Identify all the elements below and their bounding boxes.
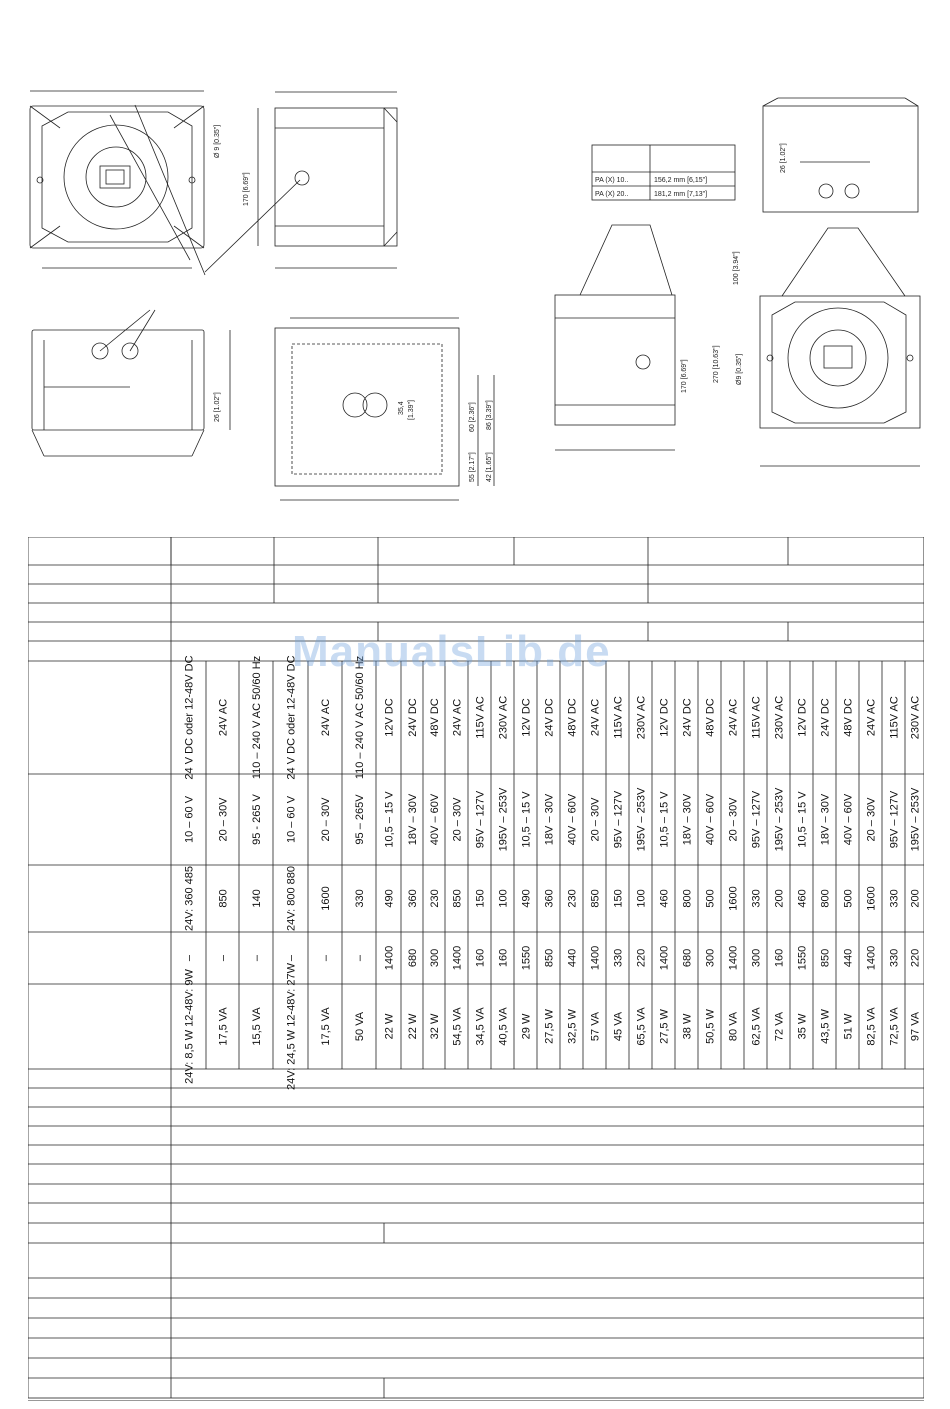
- table-cell: 24V DC: [681, 698, 694, 737]
- dim-26-top-right: 26 [1.02"]: [780, 143, 787, 173]
- table-cell: 24V: 8,5 W 12-48V: 9W: [183, 969, 196, 1084]
- table-cell: 680: [406, 948, 419, 968]
- table-cell: 160: [773, 948, 786, 968]
- table-cell: 195V – 253V: [635, 787, 648, 852]
- table-cell: 100: [497, 889, 510, 908]
- table-cell: 18V – 30V: [681, 793, 694, 846]
- table-cell: 50 VA: [353, 1011, 366, 1042]
- table-cell: 220: [909, 948, 922, 968]
- table-cell: 330: [888, 948, 901, 968]
- table-cell: 195V – 253V: [909, 787, 922, 852]
- front-view-drawing: [30, 91, 205, 275]
- table-cell: 140: [250, 889, 263, 908]
- table-cell: 20 – 30V: [217, 797, 230, 842]
- table-cell: 95 - 265 V: [250, 794, 263, 845]
- table-cell: 460: [658, 889, 671, 908]
- table-cell: 150: [612, 889, 625, 908]
- table-cell: 50,5 W: [704, 1009, 717, 1044]
- table-cell: 1400: [451, 945, 464, 971]
- horn-front-view-drawing: [760, 228, 920, 466]
- table-cell: 330: [888, 889, 901, 908]
- table-cell: 24V AC: [319, 698, 332, 737]
- bottom-rule: [28, 1400, 924, 1401]
- table-cell: 24V DC: [543, 698, 556, 737]
- table-cell: 440: [566, 948, 579, 968]
- table-cell: 80 VA: [727, 1011, 740, 1042]
- table-cell: 48V DC: [704, 698, 717, 737]
- table-cell: 850: [589, 889, 602, 908]
- back-view-drawing: [275, 318, 494, 500]
- table-cell: 500: [704, 889, 717, 908]
- table-cell: 10,5 – 15 V: [383, 791, 396, 848]
- table-cell: 230V AC: [773, 695, 786, 740]
- table-cell: 20 – 30V: [451, 797, 464, 842]
- variant-value-2: 181,2 mm [7,13"]: [654, 191, 708, 198]
- table-cell: 330: [612, 948, 625, 968]
- table-cell: 45 VA: [612, 1011, 625, 1042]
- table-cell: 12V DC: [796, 698, 809, 737]
- dim-60: 60 [2.36"]: [469, 402, 476, 432]
- table-cell: 1400: [865, 945, 878, 971]
- table-cell: 20 – 30V: [319, 797, 332, 842]
- table-cell: 1600: [727, 886, 740, 911]
- table-cell: 195V – 253V: [497, 787, 510, 852]
- dim-35-4-inch: [1.39"]: [408, 400, 415, 420]
- table-cell: 200: [773, 889, 786, 908]
- dim-100: 100 [3.94"]: [733, 251, 740, 285]
- table-cell: 24V AC: [217, 698, 230, 737]
- table-cell: 18V – 30V: [406, 793, 419, 846]
- table-cell: 360: [543, 889, 556, 908]
- table-cell: 95V – 127V: [474, 790, 487, 849]
- table-cell: 65,5 VA: [635, 1007, 648, 1046]
- table-cell: 12V DC: [520, 698, 533, 737]
- table-cell: 850: [819, 948, 832, 968]
- table-cell: 22 W: [383, 1013, 396, 1040]
- bottom-view-drawing: [32, 310, 230, 456]
- table-cell: 10,5 – 15 V: [658, 791, 671, 848]
- table-cell: 35 W: [796, 1013, 809, 1040]
- table-cell: 24V DC: [819, 698, 832, 737]
- table-cell: 220: [635, 948, 648, 968]
- table-cell: 300: [704, 948, 717, 968]
- table-cell: 95 – 265V: [353, 794, 366, 845]
- table-cell: 57 VA: [589, 1011, 602, 1042]
- table-cell: 72 VA: [773, 1011, 786, 1042]
- table-cell: 460: [796, 889, 809, 908]
- table-cell: 48V DC: [428, 698, 441, 737]
- table-cell: 18V – 30V: [819, 793, 832, 846]
- table-cell: 82,5 VA: [865, 1007, 878, 1046]
- table-cell: 330: [750, 889, 763, 908]
- table-cell: 32 W: [428, 1013, 441, 1040]
- table-cell: 24V AC: [865, 698, 878, 737]
- watermark: ManualsLib.de: [292, 627, 611, 676]
- table-cell: 850: [451, 889, 464, 908]
- dim-hole-diameter: Ø 9 [0.35"]: [214, 124, 221, 158]
- table-cell: 40V – 60V: [704, 793, 717, 846]
- table-cell: 110 – 240 V AC 50/60 Hz: [250, 655, 263, 780]
- table-cell: 1550: [520, 945, 533, 971]
- table-cell: 27,5 W: [543, 1009, 556, 1044]
- table-cell: 97 VA: [909, 1011, 922, 1042]
- table-cell: 300: [428, 948, 441, 968]
- table-cell: 20 – 30V: [589, 797, 602, 842]
- table-cell: 62,5 VA: [750, 1007, 763, 1046]
- table-cell: 10 – 60 V: [285, 795, 298, 844]
- dim-55: 55 [2.17"]: [469, 452, 476, 482]
- table-cell: 34,5 VA: [474, 1007, 487, 1046]
- table-cell: 490: [383, 889, 396, 908]
- table-cell: 1400: [383, 945, 396, 971]
- table-cell: 1550: [796, 945, 809, 971]
- table-cell: –: [353, 954, 366, 962]
- table-cell: 195V – 253V: [773, 787, 786, 852]
- table-cell: 1600: [319, 886, 332, 911]
- side-view-drawing: [205, 92, 397, 272]
- table-cell: 24V AC: [451, 698, 464, 737]
- table-cell: –: [250, 954, 263, 962]
- table-cell: –: [285, 954, 298, 962]
- table-cell: 95V – 127V: [750, 790, 763, 849]
- table-cell: 850: [543, 948, 556, 968]
- table-cell: 38 W: [681, 1013, 694, 1040]
- table-cell: 24V DC: [406, 698, 419, 737]
- table-cell: 12V DC: [383, 698, 396, 737]
- table-cell: 95V – 127V: [612, 790, 625, 849]
- table-cell: 115V AC: [888, 696, 901, 739]
- dim-depth-26: 26 [1.02"]: [214, 392, 221, 422]
- table-cell: 29 W: [520, 1013, 533, 1040]
- table-cell: –: [183, 954, 196, 962]
- table-cell: 15,5 VA: [250, 1007, 263, 1046]
- table-cell: 40V – 60V: [842, 793, 855, 846]
- table-cell: 800: [681, 889, 694, 908]
- table-cell: 40V – 60V: [566, 793, 579, 846]
- table-cell: 24V AC: [589, 698, 602, 737]
- table-cell: 160: [474, 948, 487, 968]
- table-cell: 1600: [865, 886, 878, 911]
- table-cell: 300: [750, 948, 763, 968]
- table-cell: 1400: [727, 945, 740, 971]
- table-cell: 40V – 60V: [428, 793, 441, 846]
- table-cell: 10 – 60 V: [183, 795, 196, 844]
- table-cell: 230V AC: [635, 695, 648, 740]
- table-cell: 24 V DC oder 12-48V DC: [183, 655, 196, 780]
- table-cell: 51 W: [842, 1013, 855, 1040]
- dim-86: 86 [3.39"]: [486, 400, 493, 430]
- table-cell: 115V AC: [750, 696, 763, 739]
- table-cell: 72,5 VA: [888, 1007, 901, 1046]
- table-cell: 27,5 W: [658, 1009, 671, 1044]
- dim-9-front: Ø9 [0.35"]: [736, 353, 743, 385]
- table-cell: 200: [909, 889, 922, 908]
- table-cell: 230V AC: [497, 695, 510, 740]
- table-cell: 22 W: [406, 1013, 419, 1040]
- table-cell: 230: [566, 889, 579, 908]
- table-cell: 54,5 VA: [451, 1007, 464, 1046]
- table-cell: 850: [217, 889, 230, 908]
- table-cell: 20 – 30V: [727, 797, 740, 842]
- table-cell: 24 V DC oder 12-48V DC: [285, 655, 298, 780]
- table-cell: 160: [497, 948, 510, 968]
- table-cell: 490: [520, 889, 533, 908]
- table-cell: 230V AC: [909, 695, 922, 740]
- table-cell: 115V AC: [612, 696, 625, 739]
- table-cell: 10,5 – 15 V: [520, 791, 533, 848]
- table-cell: 24V: 24,5 W 12-48V: 27W: [285, 963, 298, 1090]
- dim-42: 42 [1.65"]: [486, 452, 493, 482]
- table-cell: –: [217, 954, 230, 962]
- table-cell: 150: [474, 889, 487, 908]
- table-cell: 1400: [589, 945, 602, 971]
- table-cell: 100: [635, 889, 648, 908]
- horn-side-view-drawing: [555, 225, 675, 450]
- table-cell: 48V DC: [566, 698, 579, 737]
- dim-270: 270 [10.63"]: [713, 345, 720, 383]
- table-cell: 500: [842, 889, 855, 908]
- table-cell: 18V – 30V: [543, 793, 556, 846]
- technical-drawings: [0, 0, 950, 520]
- dim-height-170: 170 [6.69"]: [243, 172, 250, 206]
- table-cell: 110 – 240 V AC 50/60 Hz: [353, 655, 366, 780]
- variant-model-2: PA (X) 20..: [595, 191, 629, 198]
- table-cell: 360: [406, 889, 419, 908]
- dim-170-side: 170 [6.69"]: [681, 359, 688, 393]
- table-cell: 800: [819, 889, 832, 908]
- table-cell: 440: [842, 948, 855, 968]
- table-cell: 17,5 VA: [217, 1007, 230, 1046]
- table-cell: 10,5 – 15 V: [796, 791, 809, 848]
- table-cell: 12V DC: [658, 698, 671, 737]
- table-cell: 24V: 800 880: [285, 865, 298, 932]
- table-cell: 24V AC: [727, 698, 740, 737]
- table-cell: 43,5 W: [819, 1009, 832, 1044]
- table-cell: 230: [428, 889, 441, 908]
- table-cell: 20 – 30V: [865, 797, 878, 842]
- table-cell: 48V DC: [842, 698, 855, 737]
- table-cell: 680: [681, 948, 694, 968]
- table-cell: 330: [353, 889, 366, 908]
- variant-value-1: 156,2 mm [6,15"]: [654, 177, 708, 184]
- table-cell: 17,5 VA: [319, 1007, 332, 1046]
- table-cell: –: [319, 954, 332, 962]
- table-cell: 95V – 127V: [888, 790, 901, 849]
- dim-35-4: 35,4: [398, 401, 405, 415]
- table-cell: 24V: 360 485: [183, 865, 196, 932]
- variant-model-1: PA (X) 10..: [595, 177, 629, 184]
- table-cell: 40,5 VA: [497, 1007, 510, 1046]
- table-cell: 115V AC: [474, 696, 487, 739]
- table-cell: 1400: [658, 945, 671, 971]
- table-cell: 32,5 W: [566, 1009, 579, 1044]
